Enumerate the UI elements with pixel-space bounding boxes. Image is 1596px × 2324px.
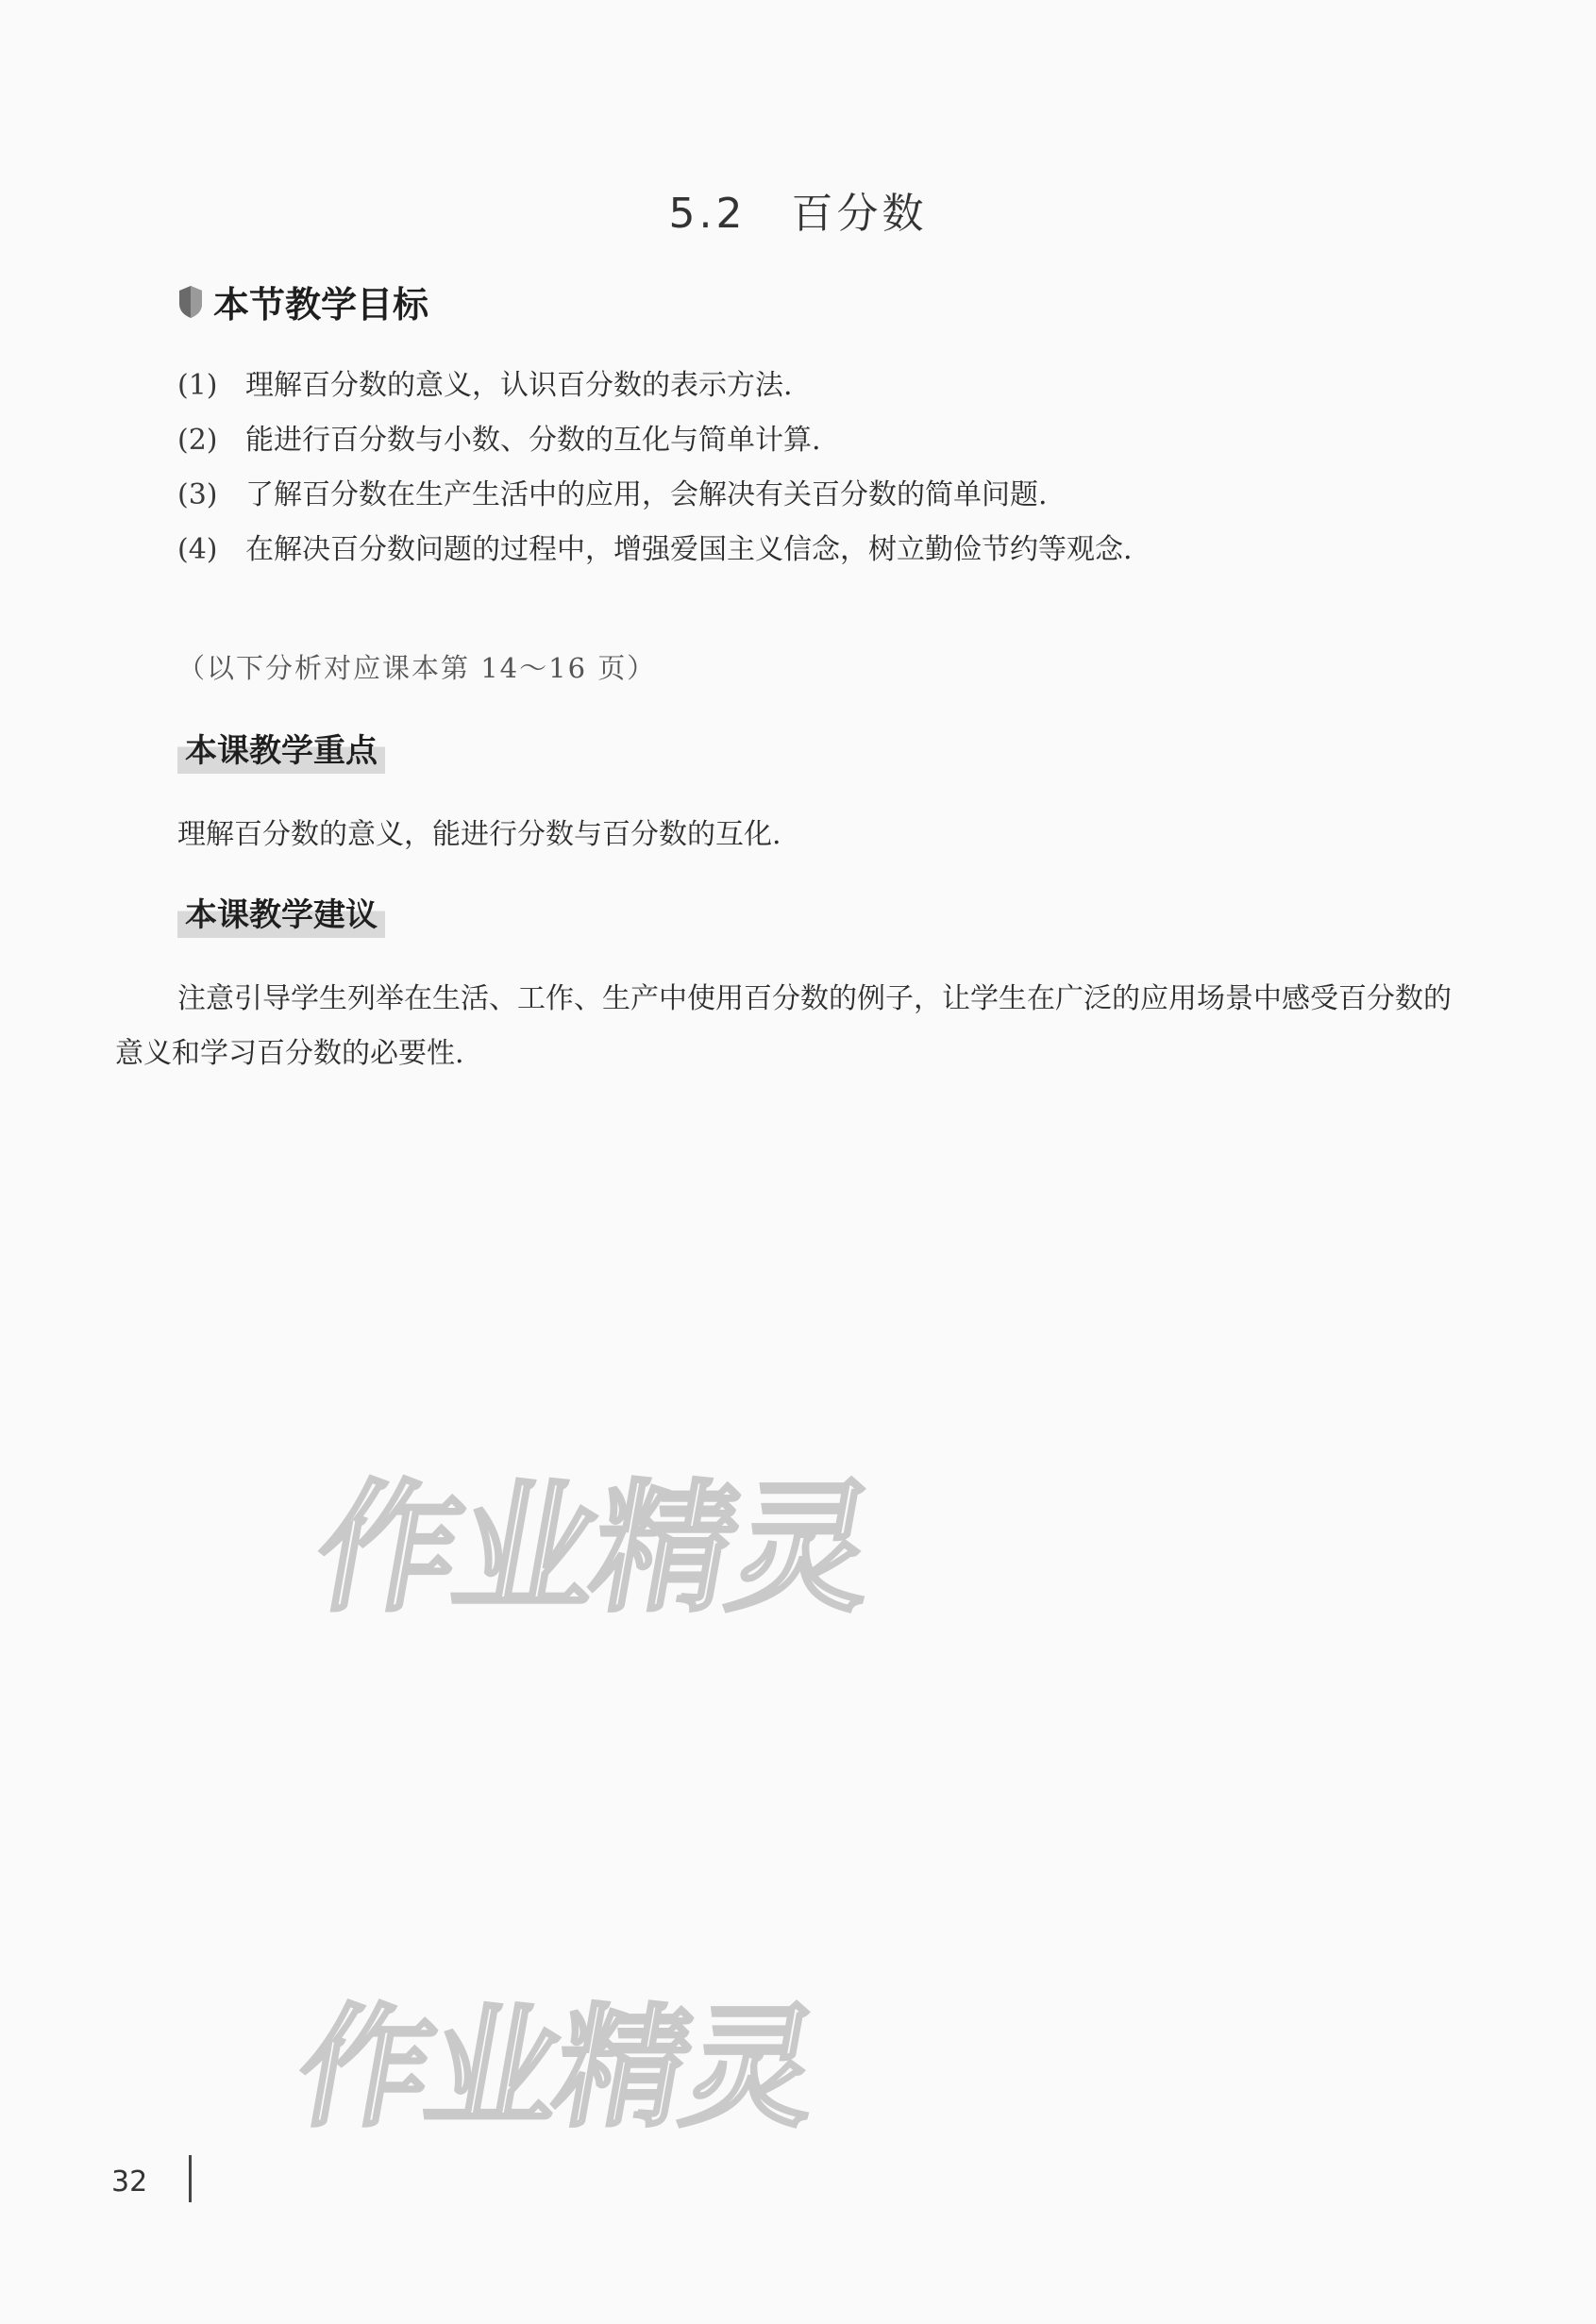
section-title	[0, 179, 1596, 240]
item-text: 了解百分数在生产生活中的应用，会解决有关百分数的简单问题.	[245, 478, 1048, 511]
section-number: 5.2	[668, 190, 747, 238]
section-name: 百分数	[791, 190, 928, 238]
objectives-heading	[177, 276, 428, 327]
item-text: 能进行百分数与小数、分数的互化与简单计算.	[245, 424, 821, 457]
key-points-heading: 本课教学重点	[177, 723, 385, 777]
objectives-heading-text: 本节教学目标	[213, 284, 429, 326]
suggestions-heading: 本课教学建议	[177, 887, 385, 941]
key-points-text: 理解百分数的意义，能进行分数与百分数的互化.	[177, 818, 781, 851]
item-number: (4)	[177, 533, 218, 566]
reference-note: （以下分析对应课本第 14～16 页）	[177, 652, 657, 684]
watermark: 作业精灵	[286, 1992, 828, 2146]
objectives-list	[177, 359, 1480, 577]
item-number: (1)	[177, 369, 218, 402]
suggestions-text: 注意引导学生列举在生活、工作、生产中使用百分数的例子，让学生在广泛的应用场景中感受百分数的意义和学习百分数的必要性.	[115, 982, 1452, 1070]
list-item	[177, 413, 1480, 468]
page-number-rule	[189, 2155, 192, 2202]
watermark: 作业精灵	[304, 1467, 884, 1631]
shield-icon	[177, 285, 204, 319]
item-number: (3)	[177, 478, 218, 511]
item-number: (2)	[177, 424, 218, 457]
item-text: 在解决百分数问题的过程中，增强爱国主义信念，树立勤俭节约等观念.	[245, 533, 1133, 566]
list-item	[177, 359, 1480, 413]
list-item	[177, 468, 1480, 523]
page-number: 32	[111, 2165, 148, 2199]
list-item	[177, 523, 1480, 577]
item-text: 理解百分数的意义，认识百分数的表示方法.	[245, 369, 793, 402]
